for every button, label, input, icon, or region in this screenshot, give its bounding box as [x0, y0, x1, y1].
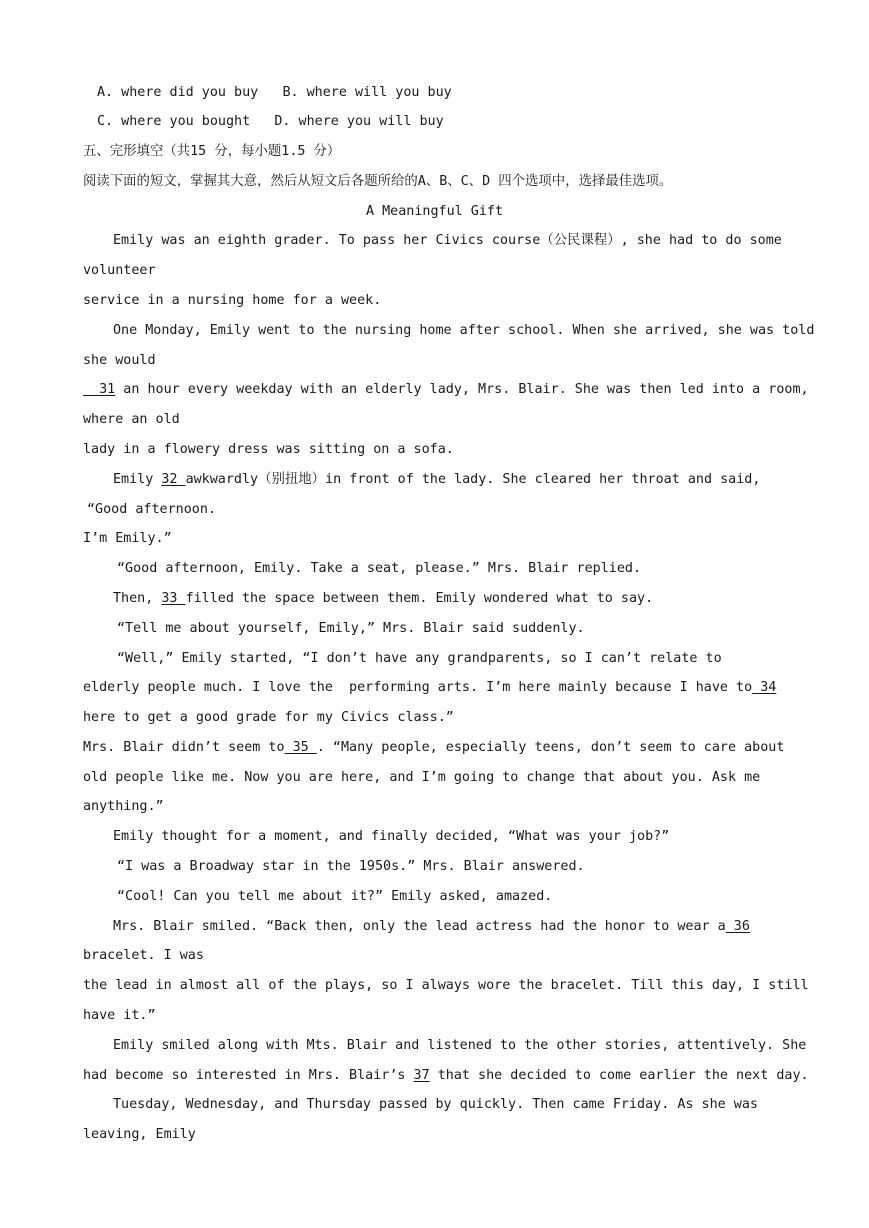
blank-33: 33 — [161, 591, 186, 606]
passage-line: One Monday, Emily went to the nursing home after school. When she arrived, she was told — [113, 323, 815, 338]
passage-line: anything.” — [83, 799, 164, 814]
blank-35: 35 — [284, 740, 317, 755]
passage-line: “I was a Broadway star in the 1950s.” Mrs. Blair answered. — [117, 859, 585, 874]
passage-line: “Good afternoon, Emily. Take a seat, please.” Mrs. Blair replied. — [117, 561, 642, 576]
option-c: C. where you bought — [97, 114, 251, 129]
passage-line: I’m Emily.” — [83, 531, 172, 546]
passage-line: elderly people much. I love the performing arts. I’m here mainly because I have to 34 — [83, 680, 777, 695]
passage-line: old people like me. Now you are here, and I’m going to change that about you. Ask me — [83, 770, 761, 785]
passage-line: she would — [83, 353, 156, 368]
section-heading: 五、完形填空（共15 分，每小题1.5 分） — [83, 144, 341, 159]
passage-line: Then, 33 filled the space between them. Emily wondered what to say. — [113, 591, 654, 606]
passage-line: “Good afternoon. — [87, 502, 216, 517]
passage-line: 31 an hour every weekday with an elderly lady, Mrs. Blair. She was then led into a room, — [83, 382, 809, 397]
option-a: A. where did you buy — [97, 85, 259, 100]
passage-line: had become so interested in Mrs. Blair’s 37 that she decided to come earlier the next day. — [83, 1068, 809, 1083]
option-d: D. where you will buy — [274, 114, 444, 129]
passage-title: A Meaningful Gift — [365, 204, 504, 219]
blank-31: 31 — [83, 382, 116, 397]
passage-line: “Well,” Emily started, “I don’t have any grandparents, so I can’t relate to — [117, 651, 722, 666]
passage-line: bracelet. I was — [83, 948, 204, 963]
section-instruction: 阅读下面的短文，掌握其大意，然后从短文后各题所给的A、B、C、D 四个选项中，选择最佳选项。 — [83, 174, 673, 189]
passage-line: lady in a flowery dress was sitting on a sofa. — [83, 442, 454, 457]
blank-37: 37 — [413, 1068, 430, 1083]
passage-line: leaving, Emily — [83, 1127, 196, 1142]
passage-line: “Tell me about yourself, Emily,” Mrs. Blair said suddenly. — [117, 621, 585, 636]
passage-line: “Cool! Can you tell me about it?” Emily asked, amazed. — [117, 889, 553, 904]
option-line-cd — [97, 114, 444, 130]
passage-line: volunteer — [83, 263, 156, 278]
passage-line: Emily smiled along with Mts. Blair and listened to the other stories, attentively. She — [113, 1038, 807, 1053]
passage-line: Mrs. Blair didn’t seem to 35 . “Many people, especially teens, don’t seem to care about — [83, 740, 785, 755]
option-b: B. where will you buy — [282, 85, 452, 100]
passage-line: service in a nursing home for a week. — [83, 293, 382, 308]
passage-line: the lead in almost all of the plays, so I always wore the bracelet. Till this day, I still — [83, 978, 809, 993]
passage-line: Emily 32 awkwardly（别扭地）in front of the lady. She cleared her throat and said, — [113, 472, 761, 487]
passage-line: Emily thought for a moment, and finally decided, “What was your job?” — [113, 829, 670, 844]
passage-line: where an old — [83, 412, 180, 427]
blank-36: 36 — [725, 919, 750, 934]
passage-line: here to get a good grade for my Civics class.” — [83, 710, 454, 725]
passage-line: Emily was an eighth grader. To pass her Civics course（公民课程）, she had to do some — [113, 233, 782, 248]
passage-line: have it.” — [83, 1008, 156, 1023]
passage-line: Tuesday, Wednesday, and Thursday passed by quickly. Then came Friday. As she was — [113, 1097, 758, 1112]
option-line-ab — [97, 85, 452, 101]
passage-line: Mrs. Blair smiled. “Back then, only the lead actress had the honor to wear a 36 — [113, 919, 750, 934]
blank-34: 34 — [752, 680, 777, 695]
blank-32: 32 — [161, 472, 186, 487]
